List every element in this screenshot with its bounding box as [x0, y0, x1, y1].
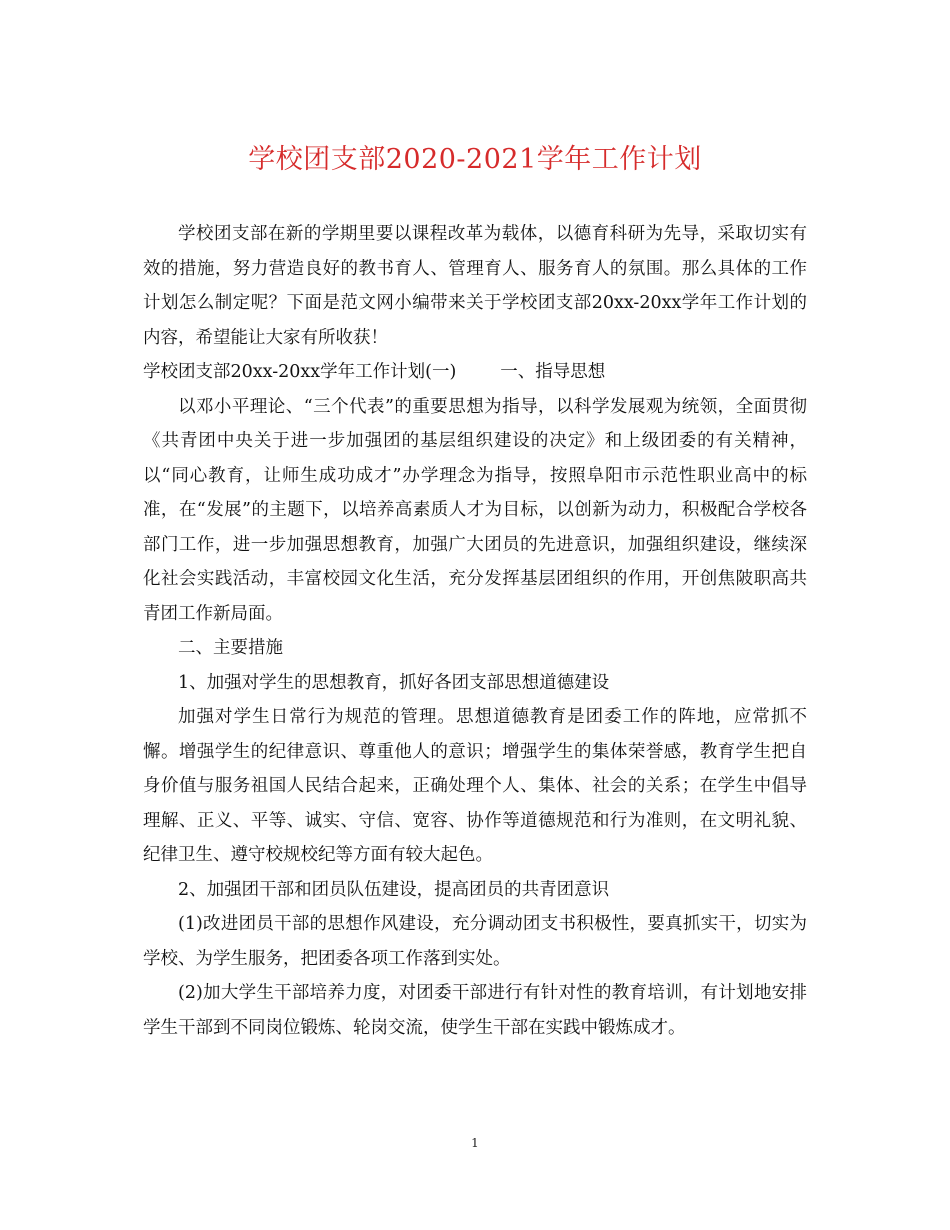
document-body — [143, 217, 807, 1045]
intro-paragraph: 学校团支部在新的学期里要以课程改革为载体，以德育科研为先导，采取切实有效的措施，努力营造良好的教书育人、管理育人、服务育人的氛围。那么具体的工作计划怎么制定呢？下面是范文网小编带来关于学校团支部20xx-20xx学年工作计划的内容，希望能让大家有所收获！ — [143, 224, 807, 348]
plan-label: 学校团支部20xx-20xx学年工作计划(一) — [143, 362, 457, 382]
measure-1-heading: 1、加强对学生的思想教育，抓好各团支部思想道德建设 — [178, 672, 610, 693]
section-heading-main-measures: 二、主要措施 — [178, 638, 283, 658]
measure-2-item-2: (2)加大学生干部培养力度，对团委干部进行有针对性的教育培训，有计划地安排学生干部到不同岗位锻炼、轮岗交流，使学生干部在实践中锻炼成才。 — [143, 983, 807, 1038]
document-title: 学校团支部2020-2021学年工作计划 — [248, 144, 702, 175]
plan-section-line — [143, 355, 807, 390]
measure-2-item-1: (1)改进团员干部的思想作风建设，充分调动团支书积极性，要真抓实干，切实为学校、为学生服务，把团委各项工作落到实处。 — [143, 914, 807, 969]
page-number: 1 — [471, 1136, 479, 1150]
section-heading-guiding-ideology: 一、指导思想 — [500, 362, 606, 382]
measure-1-paragraph: 加强对学生日常行为规范的管理。思想道德教育是团委工作的阵地，应常抓不懈。增强学生的纪律意识、尊重他人的意识；增强学生的集体荣誉感，教育学生把自身价值与服务祖国人民结合起来，正确处理个人、集体、社会的关系；在学生中倡导理解、正义、平等、诚实、守信、宽容、协作等道德规范和行为准则，在文明礼貌、纪律卫生、遵守校规校纪等方面有较大起色。 — [143, 707, 807, 865]
guiding-ideology-paragraph: 以邓小平理论、“三个代表”的重要思想为指导，以科学发展观为统领，全面贯彻《共青团中央关于进一步加强团的基层组织建设的决定》和上级团委的有关精神，以“同心教育，让师生成功成才”办学理念为指导，按照阜阳市示范性职业高中的标准，在“发展”的主题下，以培养高素质人才为目标，以创新为动力，积极配合学校各部门工作，进一步加强思想教育，加强广大团员的先进意识，加强组织建设，继续深化社会实践活动，丰富校园文化生活，充分发挥基层团组织的作用，开创焦陂职高共青团工作新局面。 — [143, 396, 807, 624]
measure-2-heading: 2、加强团干部和团员队伍建设，提高团员的共青团意识 — [178, 879, 610, 900]
